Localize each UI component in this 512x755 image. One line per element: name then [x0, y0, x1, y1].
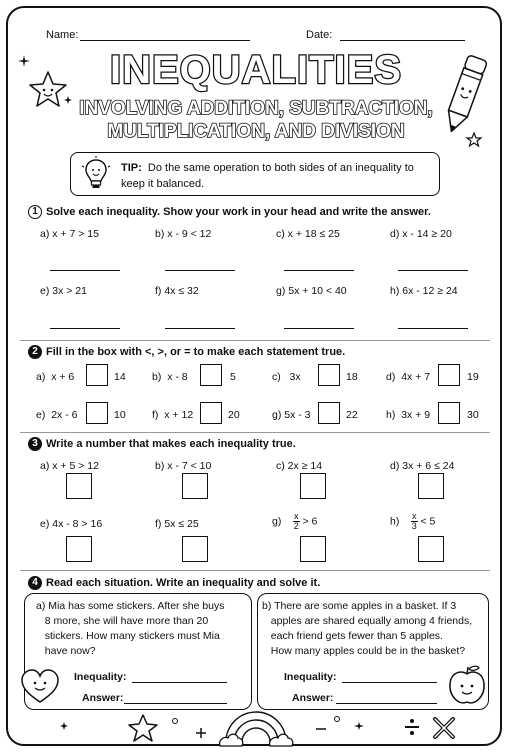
answer-line-1a[interactable]	[50, 270, 120, 271]
apple-face-icon	[445, 664, 489, 708]
section-1-instruction: Solve each inequality. Show your work in your head and write the answer.	[46, 205, 431, 218]
problem-1g: g) 5x + 10 < 40	[276, 285, 347, 297]
section-2-instruction: Fill in the box with <, >, or = to make each statement true.	[46, 345, 346, 358]
compare-2d: d) 4x + 7	[386, 371, 431, 383]
pencil-icon	[440, 52, 490, 142]
answer-field-b[interactable]	[336, 703, 437, 704]
section-1-heading	[28, 205, 431, 219]
divider	[20, 340, 490, 341]
compare-2f-right: 20	[228, 409, 240, 421]
answer-box-3f[interactable]	[182, 536, 208, 562]
answer-line-1g[interactable]	[284, 328, 354, 329]
star-icon	[466, 132, 482, 148]
subtitle-line-2: MULTIPLICATION, AND DIVISION	[107, 121, 405, 142]
answer-box-3c[interactable]	[300, 473, 326, 499]
answer-box-3h[interactable]	[418, 536, 444, 562]
answer-line-1c[interactable]	[284, 270, 354, 271]
problem-3c: c) 2x ≥ 14	[276, 460, 323, 472]
compare-2e-right: 10	[114, 409, 126, 421]
dot-icon	[334, 716, 340, 722]
section-number: 2	[28, 345, 42, 359]
answer-line-1h[interactable]	[398, 328, 468, 329]
section-number: 4	[28, 576, 42, 590]
problem-3e: e) 4x - 8 > 16	[40, 518, 103, 530]
dot-icon	[172, 718, 178, 724]
problem-1d: d) x - 14 ≥ 20	[390, 228, 452, 240]
name-label: Name:	[46, 29, 79, 41]
date-field[interactable]	[340, 40, 465, 41]
compare-2a: a) x + 6	[36, 371, 75, 383]
answer-label: Answer:	[82, 692, 124, 704]
sparkle-icon	[354, 722, 364, 730]
compare-2f: f) x + 12	[152, 409, 194, 421]
problem-3g: g) $\frac{x}{2}$ > 6	[272, 511, 318, 531]
answer-box-3a[interactable]	[66, 473, 92, 499]
compare-2c-right: 18	[346, 371, 358, 383]
problem-1h: h) 6x - 12 ≥ 24	[390, 285, 458, 297]
inequality-label: Inequality:	[74, 671, 127, 683]
divider	[20, 432, 490, 433]
compare-box-2d[interactable]	[438, 364, 460, 386]
inequality-label: Inequality:	[284, 671, 337, 683]
compare-box-2a[interactable]	[86, 364, 108, 386]
sparkle-icon	[60, 722, 68, 730]
page-title: INEQUALITIES	[109, 48, 403, 92]
divider	[20, 570, 490, 571]
sparkle-icon	[18, 55, 30, 67]
problem-3h: h) $\frac{x}{3}$ < 5	[390, 511, 436, 531]
section-4-instruction: Read each situation. Write an inequality and solve it.	[46, 576, 321, 589]
sparkle-icon	[64, 96, 72, 104]
problem-1f: f) 4x ≤ 32	[155, 285, 199, 297]
compare-2c: c) 3x	[272, 371, 301, 383]
section-number: 1	[28, 205, 42, 219]
date-label: Date:	[306, 29, 333, 41]
answer-box-3g[interactable]	[300, 536, 326, 562]
star-icon	[128, 714, 158, 742]
answer-line-1e[interactable]	[50, 328, 120, 329]
problem-3f: f) 5x ≤ 25	[155, 518, 199, 530]
compare-2e: e) 2x - 6	[36, 409, 78, 421]
tip-label: TIP:	[121, 162, 142, 174]
answer-label: Answer:	[292, 692, 334, 704]
compare-box-2h[interactable]	[438, 402, 460, 424]
compare-box-2c[interactable]	[318, 364, 340, 386]
word-problem-a: a) Mia has some stickers. After she buys 8 more, she will have more than 20 stickers. How many stickers must Mia have now?	[36, 600, 225, 657]
answer-line-1f[interactable]	[165, 328, 235, 329]
section-4-heading	[28, 576, 320, 590]
star-face-icon	[28, 70, 68, 110]
answer-line-1d[interactable]	[398, 270, 468, 271]
word-problem-b: b) There are some apples in a basket. If 3 apples are shared equally among 4 friends, each friend gets fewer than 5 apples. How many apples could be in the basket?	[262, 600, 473, 657]
compare-2g: g) 5x - 3	[272, 409, 311, 421]
compare-box-2b[interactable]	[200, 364, 222, 386]
answer-field-a[interactable]	[124, 703, 227, 704]
divide-icon	[404, 718, 420, 736]
section-number: 3	[28, 437, 42, 451]
answer-box-3b[interactable]	[182, 473, 208, 499]
problem-1b: b) x - 9 < 12	[155, 228, 212, 240]
problem-3a: a) x + 5 > 12	[40, 460, 99, 472]
answer-line-1b[interactable]	[165, 270, 235, 271]
tip-body: Do the same operation to both sides of an inequality to keep it balanced.	[121, 162, 414, 190]
problem-3b: b) x - 7 < 10	[155, 460, 212, 472]
problem-1a: a) x + 7 > 15	[40, 228, 99, 240]
problem-3d: d) 3x + 6 ≤ 24	[390, 460, 455, 472]
compare-2b-right: 5	[230, 371, 236, 383]
problem-1e: e) 3x > 21	[40, 285, 87, 297]
compare-box-2e[interactable]	[86, 402, 108, 424]
section-3-heading	[28, 437, 296, 451]
compare-2a-right: 14	[114, 371, 126, 383]
inequality-field-b[interactable]	[342, 682, 437, 683]
name-field[interactable]	[80, 40, 250, 41]
compare-2d-right: 19	[467, 371, 479, 383]
answer-box-3e[interactable]	[66, 536, 92, 562]
plus-icon	[196, 728, 206, 738]
section-3-instruction: Write a number that makes each inequality true.	[46, 437, 296, 450]
inequality-field-a[interactable]	[132, 682, 227, 683]
problem-1c: c) x + 18 ≤ 25	[276, 228, 340, 240]
compare-box-2f[interactable]	[200, 402, 222, 424]
compare-2h: h) 3x + 9	[386, 409, 431, 421]
compare-2h-right: 30	[467, 409, 479, 421]
heart-face-icon	[20, 668, 60, 706]
answer-box-3d[interactable]	[418, 473, 444, 499]
multiply-icon	[432, 716, 456, 740]
compare-2b: b) x - 8	[152, 371, 188, 383]
section-2-heading	[28, 345, 345, 359]
compare-2g-right: 22	[346, 409, 358, 421]
tip-text	[121, 160, 431, 192]
rainbow-cloud-icon	[218, 708, 294, 748]
minus-icon	[316, 724, 326, 734]
lightbulb-icon	[82, 156, 110, 192]
compare-box-2g[interactable]	[318, 402, 340, 424]
subtitle-line-1: INVOLVING ADDITION, SUBTRACTION,	[79, 98, 433, 119]
